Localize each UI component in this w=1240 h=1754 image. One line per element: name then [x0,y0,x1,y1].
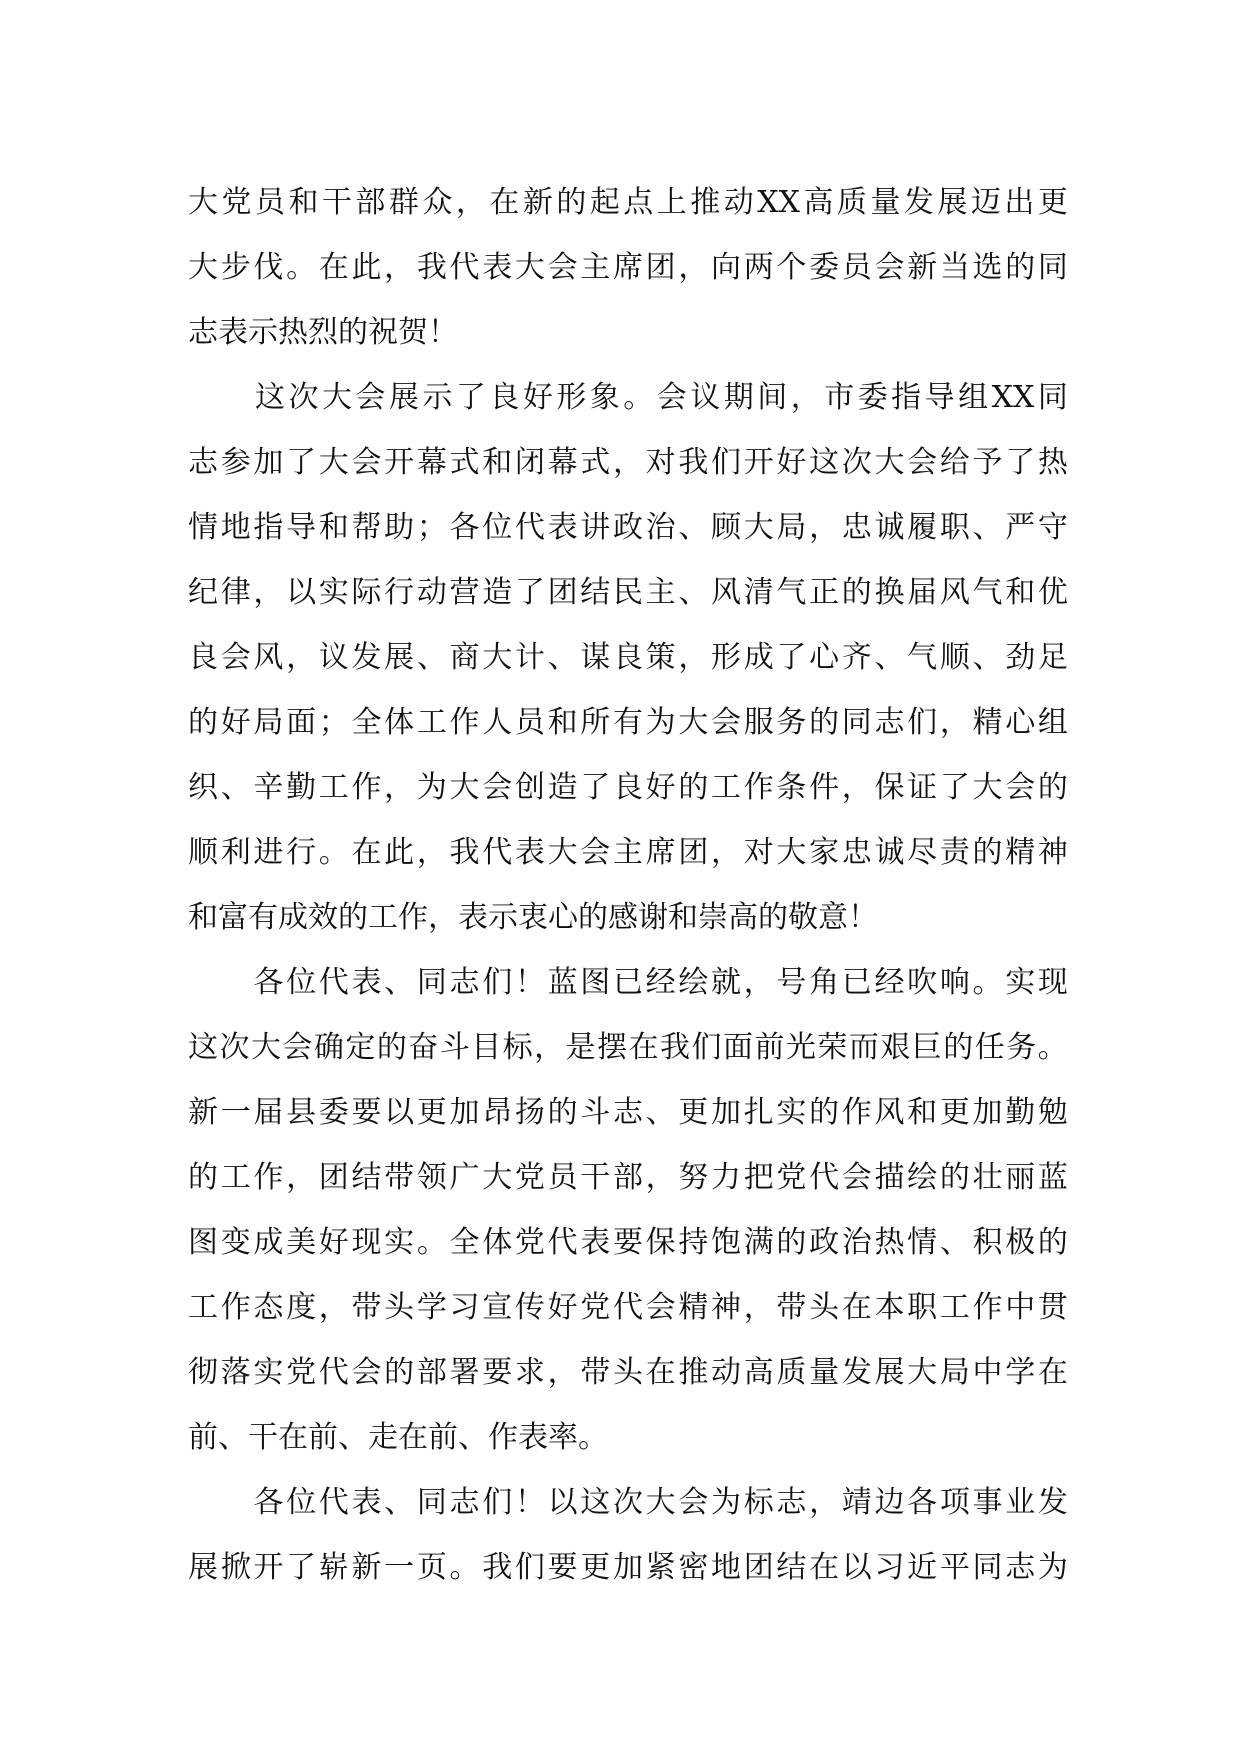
text-line: 的 好 局 面 ； 全 体 工 作 人 员 和 所 有 为 大 会 服 务 的 同 志 们 ， 精 心 组 [188,705,1068,740]
text-line: 各 位 代 表 、 同 志 们 ！ 蓝 图 已 经 绘 就 ， 号 角 已 经 吹 响 。 实 现 [253,965,1068,1000]
text-line: 织 、 辛 勤 工 作 ， 为 大 会 创 造 了 良 好 的 工 作 条 件 ， 保 证 了 大 会 的 [188,770,1068,805]
text-line: 志 参 加 了 大 会 开 幕 式 和 闭 幕 式 ， 对 我 们 开 好 这 次 大 会 给 予 了 热 [188,445,1068,480]
text-line: 情 地 指 导 和 帮 助 ； 各 位 代 表 讲 政 治 、 顾 大 局 ， 忠 诚 履 职 、 严 守 [188,510,1068,545]
text-line: 彻 落 实 党 代 会 的 部 署 要 求 ， 带 头 在 推 动 高 质 量 发 展 大 局 中 学 在 [188,1355,1068,1390]
text-line: 这 次 大 会 确 定 的 奋 斗 目 标 ， 是 摆 在 我 们 面 前 光 荣 而 艰 巨 的 任 务 。 [188,1030,1068,1065]
text-line: 和 富 有 成 效 的 工 作 ， 表 示 衷 心 的 感 谢 和 崇 高 的 敬 意 ！ [188,900,878,935]
body-text [188,170,1068,1600]
text-line: 良 会 风 ， 议 发 展 、 商 大 计 、 谋 良 策 ， 形 成 了 心 齐 、 气 顺 、 劲 足 [188,640,1068,675]
text-line: 顺 利 进 行 。 在 此 ， 我 代 表 大 会 主 席 团 ， 对 大 家 忠 诚 尽 责 的 精 神 [188,835,1068,870]
text-line: 新 一 届 县 委 要 以 更 加 昂 扬 的 斗 志 、 更 加 扎 实 的 作 风 和 更 加 勤 勉 [188,1095,1068,1130]
text-line: 的 工 作 ， 团 结 带 领 广 大 党 员 干 部 ， 努 力 把 党 代 会 描 绘 的 壮 丽 蓝 [188,1160,1068,1195]
text-line: 展 掀 开 了 崭 新 一 页 。 我 们 要 更 加 紧 密 地 团 结 在 以 习 近 平 同 志 为 [188,1550,1068,1585]
text-line: 前 、 干 在 前 、 走 在 前 、 作 表 率 。 [188,1420,608,1455]
text-line: 纪 律 ， 以 实 际 行 动 营 造 了 团 结 民 主 、 风 清 气 正 的 换 届 风 气 和 优 [188,575,1068,610]
text-line: 大 党 员 和 干 部 群 众 ， 在 新 的 起 点 上 推 动 XX 高 质 量 发 展 迈 出 更 [188,185,1068,220]
text-line: 图 变 成 美 好 现 实 。 全 体 党 代 表 要 保 持 饱 满 的 政 治 热 情 、 积 极 的 [188,1225,1068,1260]
text-line: 大 步 伐 。 在 此 ， 我 代 表 大 会 主 席 团 ， 向 两 个 委 员 会 新 当 选 的 同 [188,250,1068,285]
text-line: 这 次 大 会 展 示 了 良 好 形 象 。 会 议 期 间 ， 市 委 指 导 组 XX 同 [254,380,1068,415]
text-line: 工 作 态 度 ， 带 头 学 习 宣 传 好 党 代 会 精 神 ， 带 头 在 本 职 工 作 中 贯 [188,1290,1068,1325]
text-line: 各 位 代 表 、 同 志 们 ！ 以 这 次 大 会 为 标 志 ， 靖 边 各 项 事 业 发 [253,1485,1068,1520]
text-line: 志 表 示 热 烈 的 祝 贺 ！ [188,315,458,350]
